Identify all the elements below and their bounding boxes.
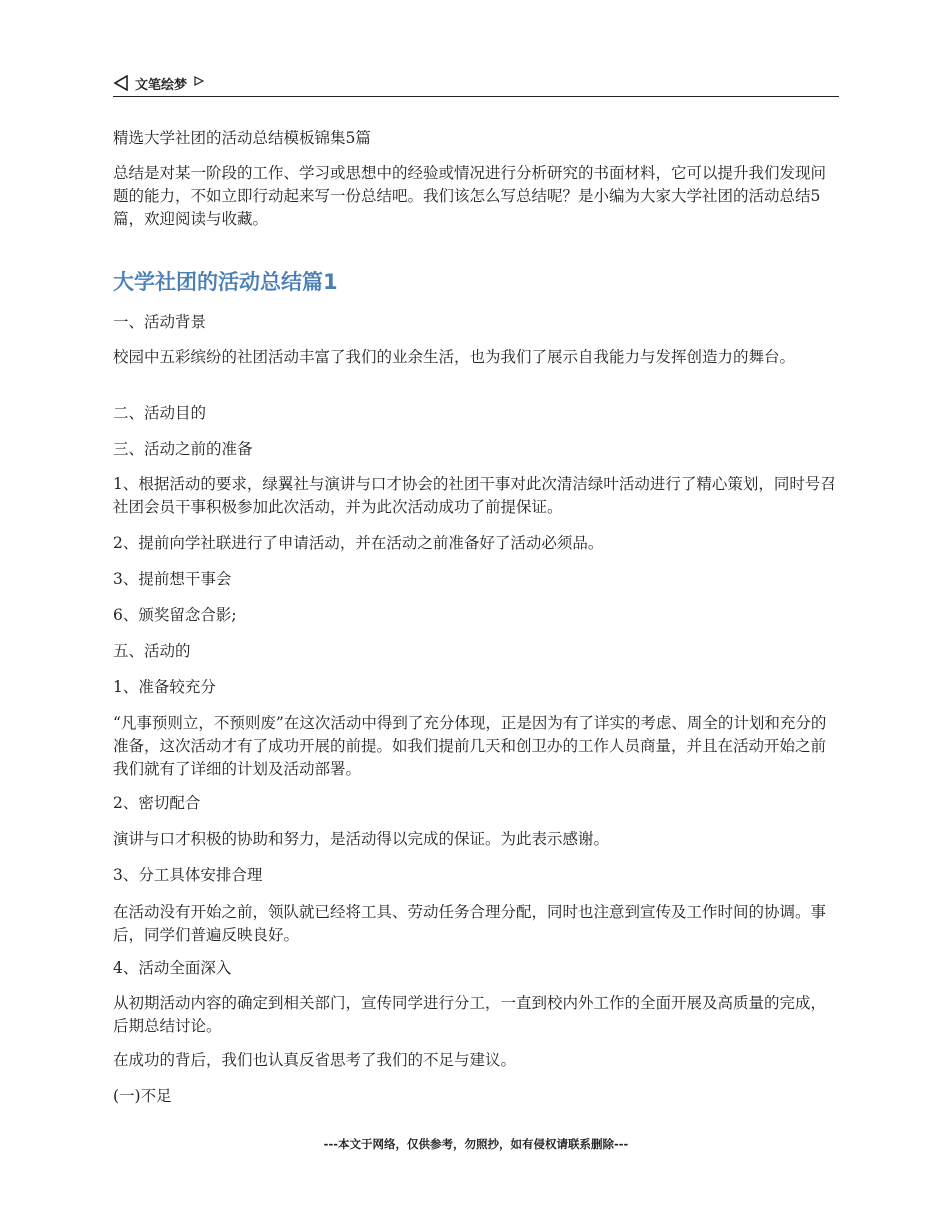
paragraph-4: 三、活动之前的准备 [113, 440, 253, 458]
paragraph-7: 3、提前想干事会 [113, 570, 232, 588]
paragraph-1: 一、活动背景 [113, 313, 207, 331]
paragraph-17: 从初期活动内容的确定到相关部门，宣传同学进行分工，一直到校内外工作的全面开展及高质量的完成，后期总结讨论。 [113, 994, 827, 1035]
paragraph-15: 在活动没有开始之前，领队就已经将工具、劳动任务合理分配，同时也注意到宣传及工作时间的协调。事后，同学们普遍反映良好。 [113, 903, 827, 944]
paragraph-8: 6、颁奖留念合影; [113, 606, 237, 624]
paragraph-11: “凡事预则立，不预则废”在这次活动中得到了充分体现，正是因为有了详实的考虑、周全的计划和充分的准备，这次活动才有了成功开展的前提。如我们提前几天和创卫办的工作人员商量，并且在活动开始之前我们就有了详细的计划及活动部署。 [113, 714, 827, 778]
paragraph-10: 1、准备较充分 [113, 678, 216, 696]
paragraph-16: 4、活动全面深入 [113, 959, 232, 977]
paragraph-2: 校园中五彩缤纷的社团活动丰富了我们的业余生活，也为我们了展示自我能力与发挥创造力的舞台。 [113, 348, 796, 366]
paragraph-18: 在成功的背后，我们也认真反省思考了我们的不足与建议。 [113, 1051, 517, 1069]
page-footer: ---本文于网络，仅供参考，勿照抄，如有侵权请联系删除--- [323, 1137, 629, 1151]
intro-paragraph: 总结是对某一阶段的工作、学习或思想中的经验或情况进行分析研究的书面材料，它可以提升我们发现问题的能力，不如立即行动起来写一份总结吧。我们该怎么写总结呢？是小编为大家大学社团的活动总结5篇，欢迎阅读与收藏。 [113, 164, 827, 228]
paragraph-12: 2、密切配合 [113, 794, 201, 812]
section-heading: 大学社团的活动总结篇1 [113, 270, 338, 294]
paragraph-3: 二、活动目的 [113, 404, 207, 422]
header-brand: 文笔绘梦 [135, 77, 188, 93]
page-header [113, 70, 839, 97]
paragraph-6: 2、提前向学社联进行了申请活动，并在活动之前准备好了活动必须品。 [113, 534, 604, 552]
paragraph-5: 1、根据活动的要求，绿翼社与演讲与口才协会的社团干事对此次清洁绿叶活动进行了精心策划，同时号召社团会员干事积极参加此次活动，并为此次活动成功了前提保证。 [113, 475, 836, 516]
paragraph-19: (一)不足 [113, 1087, 172, 1105]
document-title: 精选大学社团的活动总结模板锦集5篇 [113, 129, 371, 147]
forward-triangle-icon[interactable] [194, 76, 204, 86]
paragraph-14: 3、分工具体安排合理 [113, 866, 263, 884]
paragraph-9: 五、活动的 [113, 642, 191, 660]
back-triangle-icon[interactable] [113, 75, 129, 91]
document-page [113, 0, 839, 1230]
paragraph-13: 演讲与口才积极的协助和努力，是活动得以完成的保证。为此表示感谢。 [113, 830, 610, 848]
